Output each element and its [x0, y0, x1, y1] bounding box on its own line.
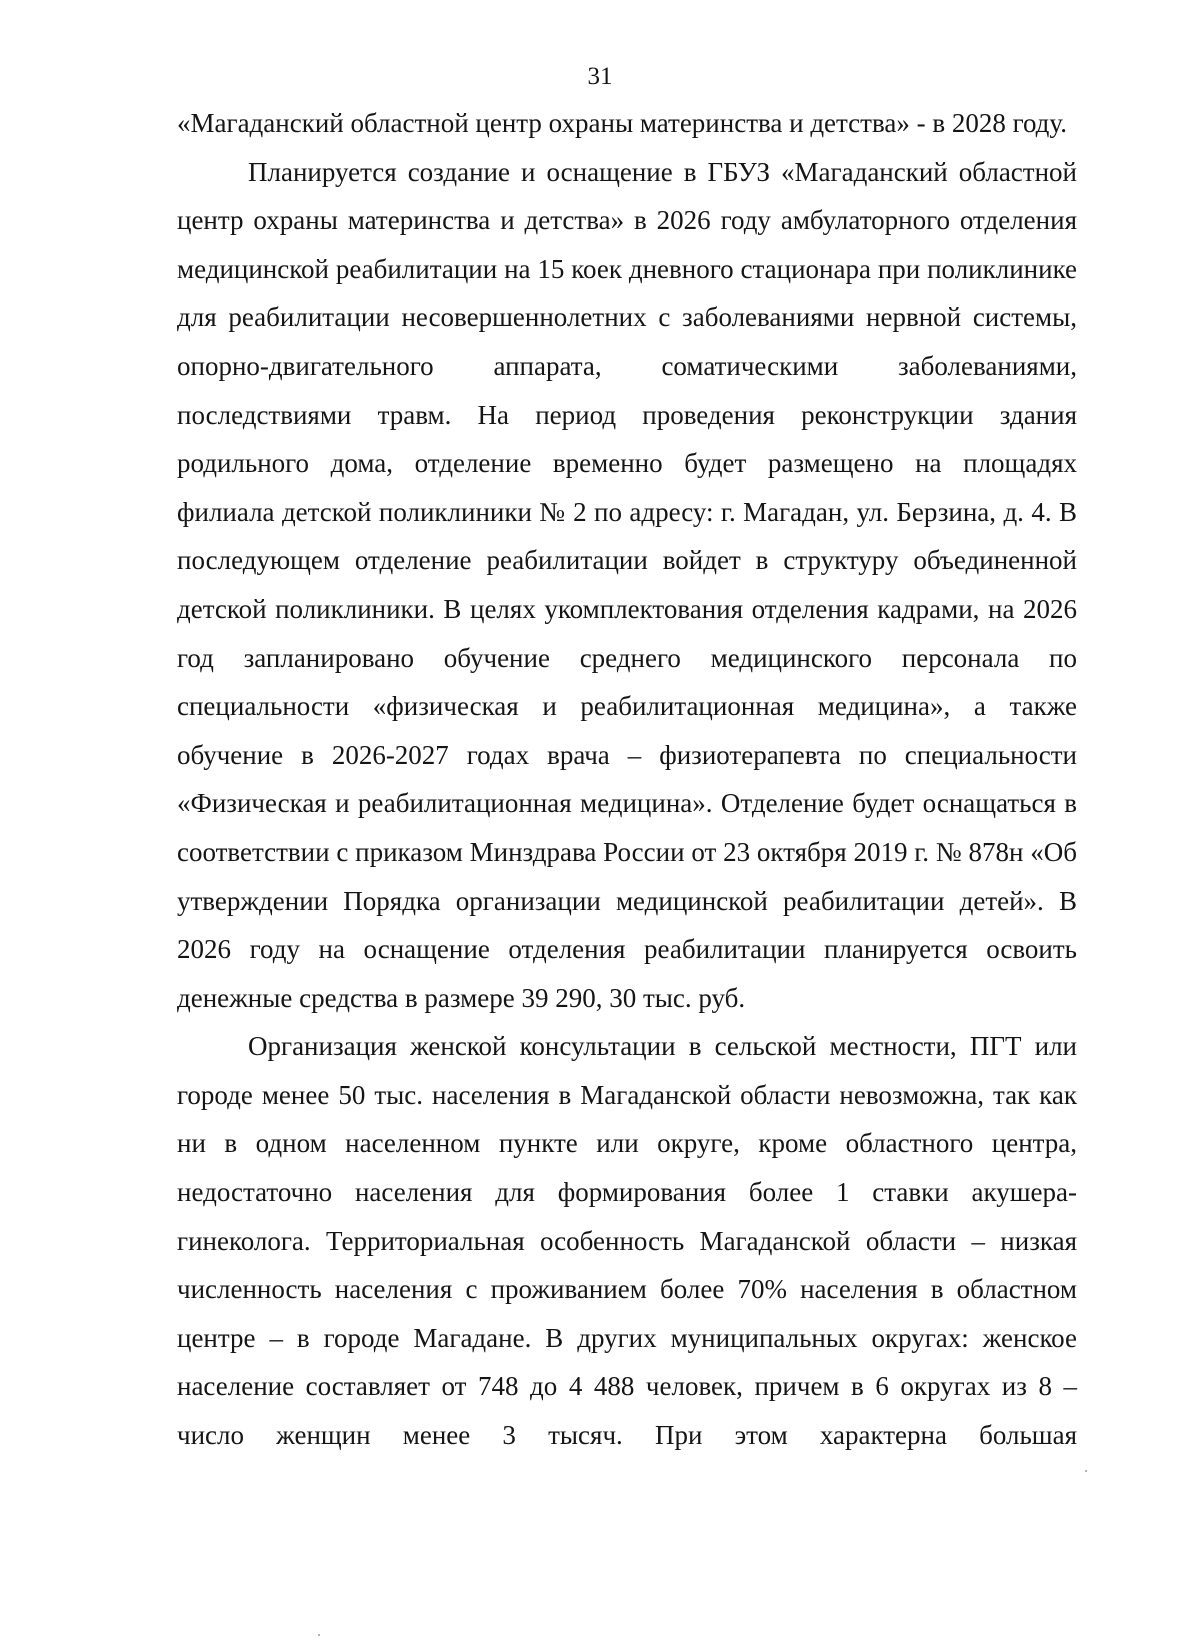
document-body	[177, 99, 1077, 1460]
paragraph-continuation: «Магаданский областной центр охраны материнства и детства» - в 2028 году.	[177, 108, 1067, 138]
scan-speck	[1085, 1470, 1087, 1472]
paragraph-rehabilitation-department: Планируется создание и оснащение в ГБУЗ «Магаданский областной центр охраны материнства и детства» в 2026 году амбулаторного отделения медицинской реабилитации на 15 коек дневного стационара при поликлинике для реабилитации несовершеннолетних с заболеваниями нервной системы, опорно-двигательного аппарата, соматическими заболеваниями, последствиями травм. На период проведения реконструкции здания родильного дома, отделение временно будет размещено на площадях филиала детской поликлиники № 2 по адресу: г. Магадан, ул. Берзина, д. 4. В последующем отделение реабилитации войдет в структуру объединенной детской поликлиники. В целях укомплектования отделения кадрами, на 2026 год запланировано обучение среднего медицинского персонала по специальности «физическая и реабилитационная медицина», а также обучение в 2026-2027 годах врача – физиотерапевта по специальности «Физическая и реабилитационная медицина». Отделение будет оснащаться в соответствии с приказом Минздрава России от 23 октября 2019 г. № 878н «Об утверждении Порядка организации медицинской реабилитации детей». В 2026 году на оснащение отделения реабилитации планируется освоить денежные средства в размере 39 290, 30 тыс. руб.	[177, 156, 1077, 1013]
scan-speck	[318, 1634, 320, 1636]
paragraph-womens-consultation: Организация женской консультации в сельской местности, ПГТ или городе менее 50 тыс. населения в Магаданской области невозможна, так как ни в одном населенном пункте или округе, кроме областного центра, недостаточно населения для формирования более 1 ставки акушера-гинеколога. Территориальная особенность Магаданской области – низкая численность населения с проживанием более 70% населения в областном центре – в городе Магадане. В других муниципальных округах: женское население составляет от 748 до 4 488 человек, причем в 6 округах из 8 – число женщин менее 3 тысяч. При этом характерна большая	[177, 1031, 1077, 1451]
page-number: 31	[587, 63, 613, 90]
